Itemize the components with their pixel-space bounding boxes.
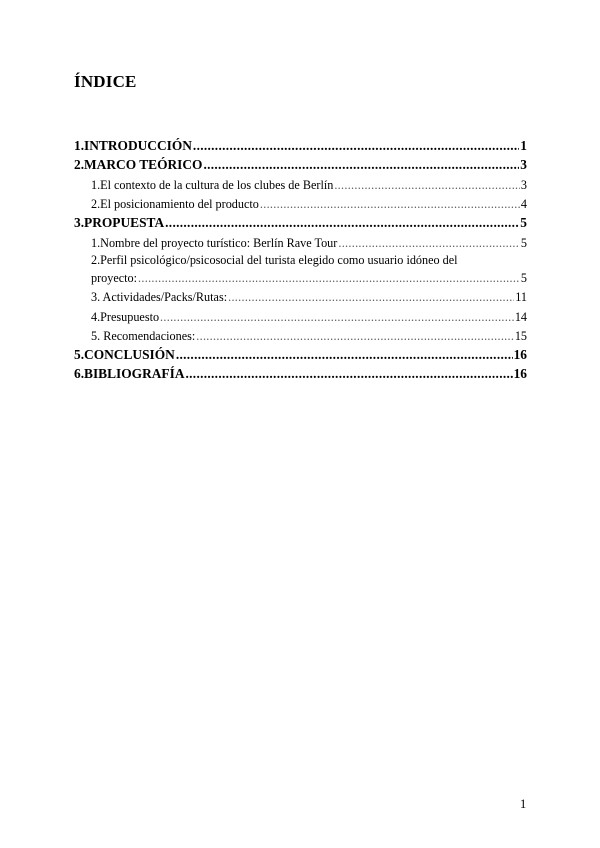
toc-entry-label: 1.INTRODUCCIÓN bbox=[74, 138, 192, 153]
toc-entry-page: 14 bbox=[514, 309, 527, 324]
toc-entry-bibliografia[interactable] bbox=[74, 364, 527, 383]
toc-entry-actividades[interactable] bbox=[74, 287, 527, 307]
page-number: 1 bbox=[520, 797, 527, 811]
toc-leader-dots bbox=[160, 308, 514, 326]
toc-entry-label: 6.BIBLIOGRAFÍA bbox=[74, 366, 185, 381]
toc-leader-dots bbox=[228, 288, 514, 306]
toc-entry-label: 2.MARCO TEÓRICO bbox=[74, 157, 203, 172]
toc-entry-page: 11 bbox=[515, 290, 527, 304]
toc-entry-nombre-proyecto[interactable] bbox=[74, 232, 527, 252]
toc-leader-dots bbox=[338, 234, 520, 252]
toc-entry-recomendaciones[interactable] bbox=[74, 326, 527, 346]
toc-leader-dots bbox=[260, 195, 520, 213]
toc-entry-introduccion[interactable] bbox=[74, 136, 527, 155]
toc-entry-posicionamiento[interactable] bbox=[74, 194, 527, 214]
toc-entry-label: 4.Presupuesto bbox=[91, 309, 160, 324]
toc-leader-dots bbox=[176, 346, 513, 364]
toc-entry-marco-teorico[interactable] bbox=[74, 155, 527, 174]
toc-entry-page: 4 bbox=[520, 197, 527, 211]
toc-entry-perfil-turista[interactable] bbox=[74, 252, 527, 287]
toc-entry-page: 5 bbox=[520, 235, 527, 250]
toc-entry-presupuesto[interactable] bbox=[74, 306, 527, 326]
toc-entry-page: 3 bbox=[520, 157, 527, 172]
toc-entry-label: 5.CONCLUSIÓN bbox=[74, 347, 175, 362]
toc-entry-page: 15 bbox=[514, 329, 527, 343]
toc-leader-dots bbox=[203, 156, 519, 174]
toc-entry-label-continued: proyecto: bbox=[91, 270, 138, 285]
index-title: ÍNDICE bbox=[74, 72, 137, 91]
toc-entry-contexto[interactable] bbox=[74, 174, 527, 194]
toc-entry-page: 5 bbox=[520, 270, 527, 285]
toc-entry-page: 1 bbox=[520, 138, 527, 153]
toc-entry-label: 1.El contexto de la cultura de los clubes de Berlín bbox=[91, 177, 334, 192]
table-of-contents bbox=[74, 136, 527, 383]
toc-entry-page: 16 bbox=[513, 347, 527, 362]
toc-entry-label: 2.El posicionamiento del producto bbox=[91, 197, 259, 211]
toc-entry-page: 5 bbox=[520, 215, 527, 230]
toc-leader-dots bbox=[193, 137, 519, 155]
toc-leader-dots bbox=[186, 365, 513, 383]
toc-entry-page: 16 bbox=[513, 366, 527, 381]
toc-entry-page: 3 bbox=[520, 177, 527, 192]
toc-leader-dots bbox=[165, 214, 519, 232]
toc-leader-dots bbox=[138, 269, 520, 287]
toc-leader-dots bbox=[196, 327, 514, 345]
toc-entry-propuesta[interactable] bbox=[74, 213, 527, 232]
toc-entry-label: 5. Recomendaciones: bbox=[91, 329, 196, 343]
toc-entry-label: 3.PROPUESTA bbox=[74, 215, 165, 230]
toc-entry-conclusion[interactable] bbox=[74, 345, 527, 364]
toc-leader-dots bbox=[334, 176, 520, 194]
toc-entry-label: 3. Actividades/Packs/Rutas: bbox=[91, 290, 228, 304]
toc-entry-label: 1.Nombre del proyecto turístico: Berlín Rave Tour bbox=[91, 235, 338, 250]
toc-entry-label: 2.Perfil psicológico/psicosocial del turista elegido como usuario idóneo del bbox=[91, 252, 458, 267]
